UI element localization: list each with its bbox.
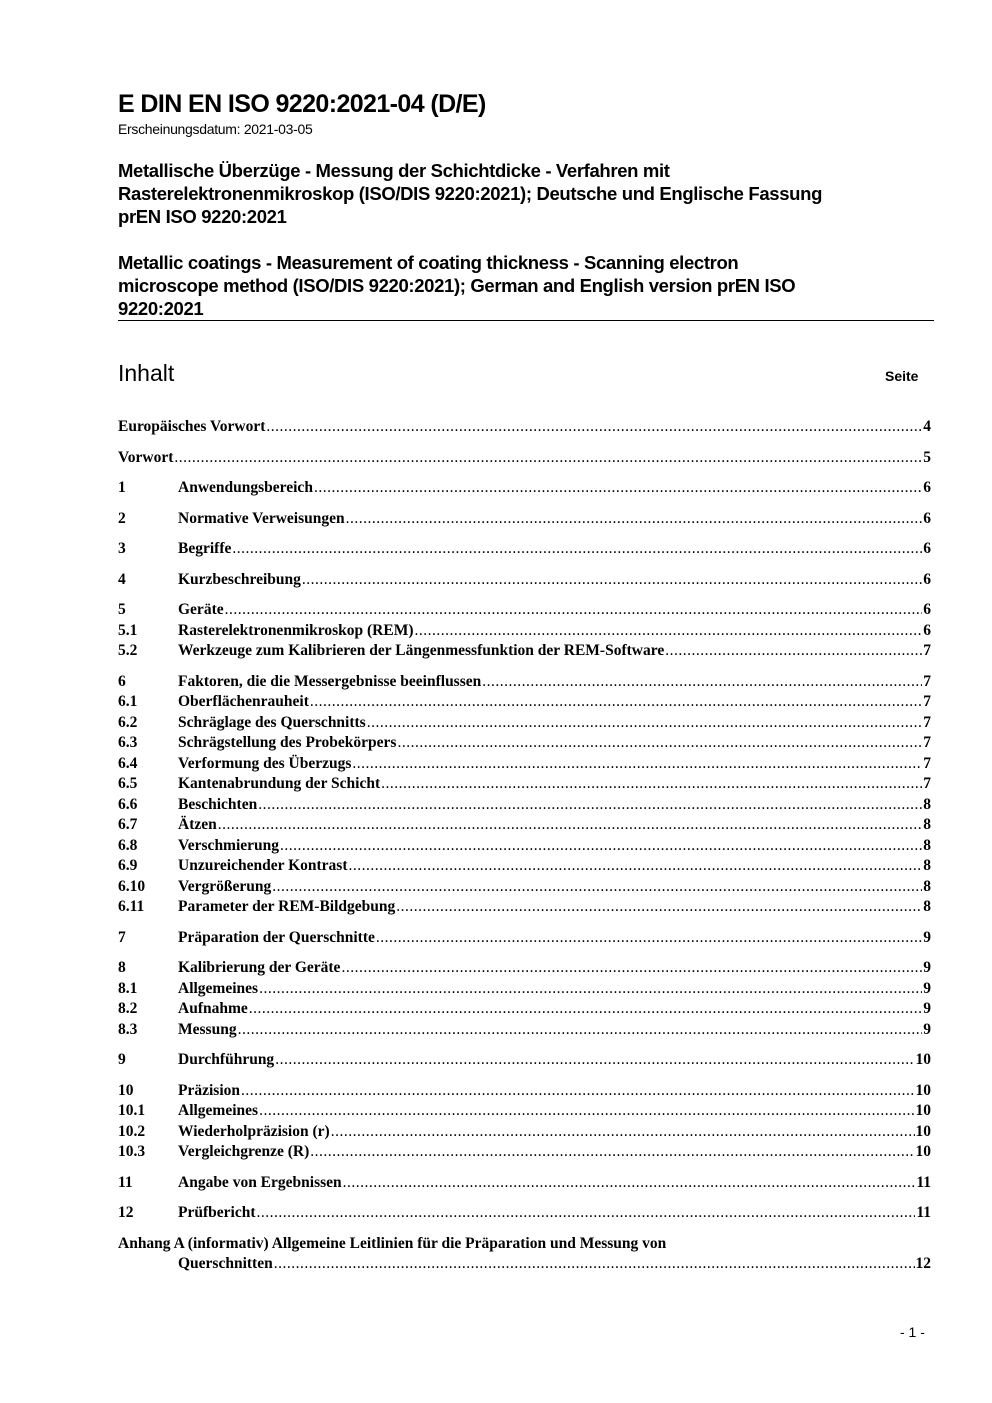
toc-entry-title: Kantenabrundung der Schicht	[178, 775, 381, 792]
dot-leader	[310, 692, 922, 713]
toc-entry-page: 8	[923, 836, 931, 854]
dot-leader	[415, 621, 923, 642]
toc-entry-number: 10.2	[118, 1122, 146, 1140]
dot-leader	[232, 539, 922, 560]
toc-entry[interactable]	[118, 979, 931, 1000]
toc-entry-page: 7	[923, 693, 931, 710]
dot-leader	[274, 1254, 915, 1275]
toc-entry-title: Vergleichgrenze (R)	[178, 1143, 310, 1160]
toc-entry-title: Messung	[178, 1020, 237, 1038]
dot-leader	[241, 1081, 915, 1102]
toc-entry-title: Angabe von Ergebnissen	[178, 1173, 342, 1191]
toc-entry-title: Prüfbericht	[178, 1204, 256, 1221]
toc-entry[interactable]	[118, 641, 931, 662]
toc-entry-number: 6.3	[118, 734, 138, 751]
toc-entry-number: 10.1	[118, 1102, 146, 1119]
toc-entry-page: 7	[923, 754, 931, 772]
toc-entry[interactable]	[118, 570, 931, 591]
toc-entry-title: Allgemeines	[178, 1102, 259, 1119]
toc-entry-page: 9	[923, 1020, 931, 1038]
toc-entry[interactable]	[118, 478, 931, 499]
toc-entry[interactable]	[118, 1173, 931, 1194]
document-title: E DIN EN ISO 9220:2021-04 (D/E)	[118, 90, 486, 118]
toc-entry-title: Parameter der REM-Bildgebung	[178, 898, 396, 915]
toc-entry[interactable]	[118, 672, 931, 693]
toc-entry-number: 5.1	[118, 621, 138, 639]
dot-leader	[396, 897, 922, 918]
toc-entry-page: 6	[923, 479, 931, 496]
toc-entry[interactable]	[118, 621, 931, 642]
toc-entry[interactable]	[118, 448, 931, 469]
toc-entry-title: Kalibrierung der Geräte	[178, 959, 341, 976]
toc-entry-number: 8.3	[118, 1020, 138, 1038]
toc-entry[interactable]	[118, 774, 931, 795]
dot-leader	[259, 1101, 914, 1122]
title-german	[118, 159, 822, 228]
dot-leader	[225, 600, 923, 621]
toc-entry-title: Verschmierung	[178, 836, 280, 854]
toc-entry-number: 6	[118, 672, 126, 690]
toc-entry[interactable]	[118, 539, 931, 560]
toc-entry[interactable]	[118, 417, 931, 438]
title-english-line: 9220:2021	[118, 298, 204, 319]
toc-entry-number: 10.3	[118, 1143, 146, 1160]
dot-leader	[331, 1122, 915, 1143]
toc-entry-number: 12	[118, 1204, 134, 1221]
toc-entry-title: Beschichten	[178, 795, 258, 813]
toc-entry-page: 8	[923, 795, 931, 813]
toc-entry-page: 11	[916, 1173, 931, 1191]
toc-annex-title[interactable]: Anhang A (informativ) Allgemeine Leitlinien für die Präparation und Messung von	[118, 1234, 667, 1252]
dot-leader	[259, 979, 922, 1000]
dot-leader	[367, 713, 923, 734]
toc-entry-title: Präzision	[178, 1081, 240, 1099]
toc-entry[interactable]	[118, 1020, 931, 1041]
dot-leader	[349, 856, 923, 877]
toc-entry-page: 8	[923, 898, 931, 915]
dot-leader	[174, 448, 922, 469]
dot-leader	[346, 509, 923, 530]
toc-entry-page: 10	[915, 1081, 931, 1099]
toc-entry-title: Vergrößerung	[178, 877, 272, 895]
toc-entry[interactable]	[118, 815, 931, 836]
toc-entry[interactable]	[118, 733, 931, 754]
dot-leader	[272, 877, 922, 898]
toc-entry[interactable]	[118, 856, 931, 877]
toc-entry-annex[interactable]	[118, 1254, 931, 1275]
toc-entry-number: 6.10	[118, 877, 146, 895]
toc-entry-number: 6.11	[118, 898, 145, 915]
toc-entry-title: Vorwort	[118, 448, 174, 466]
page-number: - 1 -	[900, 1324, 925, 1340]
toc-entry-number: 8	[118, 959, 126, 976]
toc-entry-number: 6.7	[118, 816, 138, 833]
toc-entry[interactable]	[118, 509, 931, 530]
toc-entry[interactable]	[118, 1203, 931, 1224]
toc-entry-title: Europäisches Vorwort	[118, 418, 266, 435]
toc-entry-title: Präparation der Querschnitte	[178, 928, 375, 946]
toc-entry-page: 9	[923, 1000, 931, 1017]
toc-entry[interactable]	[118, 692, 931, 713]
toc-entry-page: 9	[923, 979, 931, 997]
dot-leader	[665, 641, 922, 662]
toc-entry-title: Allgemeines	[178, 979, 259, 997]
title-german-line: prEN ISO 9220:2021	[118, 206, 287, 227]
dot-leader	[310, 1142, 914, 1163]
dot-leader	[482, 672, 922, 693]
toc-entry-page: 6	[923, 621, 931, 639]
toc-entry-number: 2	[118, 509, 126, 527]
toc-entry-number: 9	[118, 1051, 126, 1068]
toc-entry-page: 8	[923, 877, 931, 895]
dot-leader	[341, 958, 922, 979]
toc-entry-number: 8.2	[118, 1000, 138, 1017]
toc-entry-number: 5.2	[118, 642, 138, 659]
dot-leader	[376, 928, 922, 949]
toc-entry-number: 5	[118, 601, 126, 618]
toc-entry-number: 10	[118, 1081, 134, 1099]
toc-entry-number: 4	[118, 570, 126, 588]
dot-leader	[302, 570, 922, 591]
toc-entry[interactable]	[118, 1122, 931, 1143]
toc-entry-title: Querschnitten	[178, 1255, 273, 1272]
toc-entry-title: Werkzeuge zum Kalibrieren der Längenmessfunktion der REM-Software	[178, 642, 665, 659]
toc-entry[interactable]	[118, 958, 931, 979]
title-german-line: Metallische Überzüge - Messung der Schichtdicke - Verfahren mit	[118, 160, 670, 181]
toc-entry-page: 6	[923, 601, 931, 618]
toc-entry-page: 9	[923, 928, 931, 946]
toc-entry-page: 10	[915, 1143, 931, 1160]
toc-entry-number: 11	[118, 1173, 133, 1191]
toc-entry[interactable]	[118, 897, 931, 918]
toc-entry[interactable]	[118, 1050, 931, 1071]
dot-leader	[343, 1173, 916, 1194]
toc-entry[interactable]	[118, 795, 931, 816]
toc-entry[interactable]	[118, 1101, 931, 1122]
toc-entry-page: 7	[923, 672, 931, 690]
toc-entry-number: 6.5	[118, 775, 138, 792]
toc-entry-number: 1	[118, 479, 126, 496]
toc-entry-number: 6.2	[118, 713, 138, 731]
toc-entry-title: Ätzen	[178, 816, 217, 833]
dot-leader	[256, 1203, 915, 1224]
toc-entry-page: 8	[923, 857, 931, 874]
toc-entry-page: 6	[923, 570, 931, 588]
toc-entry[interactable]	[118, 600, 931, 621]
toc-entry-page: 6	[923, 509, 931, 527]
dot-leader	[275, 1050, 914, 1071]
dot-leader	[258, 795, 922, 816]
dot-leader	[266, 417, 922, 438]
toc-entry-title: Geräte	[178, 601, 224, 618]
toc-entry-title: Aufnahme	[178, 1000, 248, 1017]
toc-entry-page: 7	[923, 734, 931, 751]
toc-entry[interactable]	[118, 928, 931, 949]
toc-entry-number: 6.9	[118, 857, 138, 874]
toc-entry-title: Rasterelektronenmikroskop (REM)	[178, 621, 414, 639]
toc-entry-title: Begriffe	[178, 540, 232, 557]
toc-entry-page: 10	[915, 1122, 931, 1140]
toc-entry-page: 10	[915, 1102, 931, 1119]
toc-entry-page: 7	[923, 713, 931, 731]
toc-entry-number: 6.1	[118, 693, 138, 710]
dot-leader	[280, 836, 922, 857]
toc-entry-page: 8	[923, 816, 931, 833]
title-german-line: Rasterelektronenmikroskop (ISO/DIS 9220:2021); Deutsche und Englische Fassung	[118, 183, 823, 204]
toc-entry-title: Schrägstellung des Probekörpers	[178, 734, 397, 751]
title-english	[118, 251, 795, 320]
toc-entry[interactable]	[118, 754, 931, 775]
toc-entry-number: 7	[118, 928, 126, 946]
publication-date: Erscheinungsdatum: 2021-03-05	[118, 121, 313, 137]
toc-entry[interactable]	[118, 713, 931, 734]
toc-entry-title: Faktoren, die die Messergebnisse beeinflussen	[178, 672, 482, 690]
toc-entry-title: Kurzbeschreibung	[178, 570, 301, 588]
dot-leader	[314, 478, 922, 499]
toc-entry-page: 4	[923, 418, 931, 435]
toc-page-column-label: Seite	[885, 368, 919, 384]
title-english-line: microscope method (ISO/DIS 9220:2021); German and English version prEN ISO	[118, 275, 796, 296]
toc-entry[interactable]	[118, 836, 931, 857]
dot-leader	[381, 774, 922, 795]
title-english-line: Metallic coatings - Measurement of coating thickness - Scanning electron	[118, 252, 739, 273]
toc-entry-page: 7	[923, 642, 931, 659]
toc-heading: Inhalt	[118, 360, 175, 386]
toc-entry-page: 10	[915, 1051, 931, 1068]
toc-entry-title: Anwendungsbereich	[178, 479, 313, 496]
toc-entry-number: 6.6	[118, 795, 138, 813]
toc-entry[interactable]	[118, 877, 931, 898]
toc-entry-number: 6.4	[118, 754, 138, 772]
dot-leader	[352, 754, 922, 775]
toc-entry-number: 3	[118, 540, 126, 557]
toc-entry-title: Schräglage des Querschnitts	[178, 713, 366, 731]
toc-entry-page: 11	[916, 1204, 931, 1221]
dot-leader	[249, 999, 922, 1020]
toc-entry-title: Durchführung	[178, 1051, 275, 1068]
toc-entry-title: Normative Verweisungen	[178, 509, 345, 527]
toc-entry-title: Unzureichender Kontrast	[178, 857, 348, 874]
header-divider	[118, 320, 934, 321]
toc-entry-number: 8.1	[118, 979, 138, 997]
toc-entry-page: 5	[923, 448, 931, 466]
toc-entry-page: 6	[923, 540, 931, 557]
dot-leader	[238, 1020, 923, 1041]
toc-entry-number: 6.8	[118, 836, 138, 854]
dot-leader	[218, 815, 923, 836]
toc-entry-page: 9	[923, 959, 931, 976]
toc-entry[interactable]	[118, 999, 931, 1020]
toc-entry[interactable]	[118, 1142, 931, 1163]
toc-entry-title: Oberflächenrauheit	[178, 693, 309, 710]
toc-entry-page: 7	[923, 775, 931, 792]
table-of-contents	[118, 417, 931, 1275]
dot-leader	[397, 733, 922, 754]
toc-entry-title: Verformung des Überzugs	[178, 754, 352, 772]
toc-entry-title: Wiederholpräzision (r)	[178, 1122, 330, 1140]
toc-entry-page: 12	[915, 1255, 931, 1272]
toc-entry[interactable]	[118, 1081, 931, 1102]
